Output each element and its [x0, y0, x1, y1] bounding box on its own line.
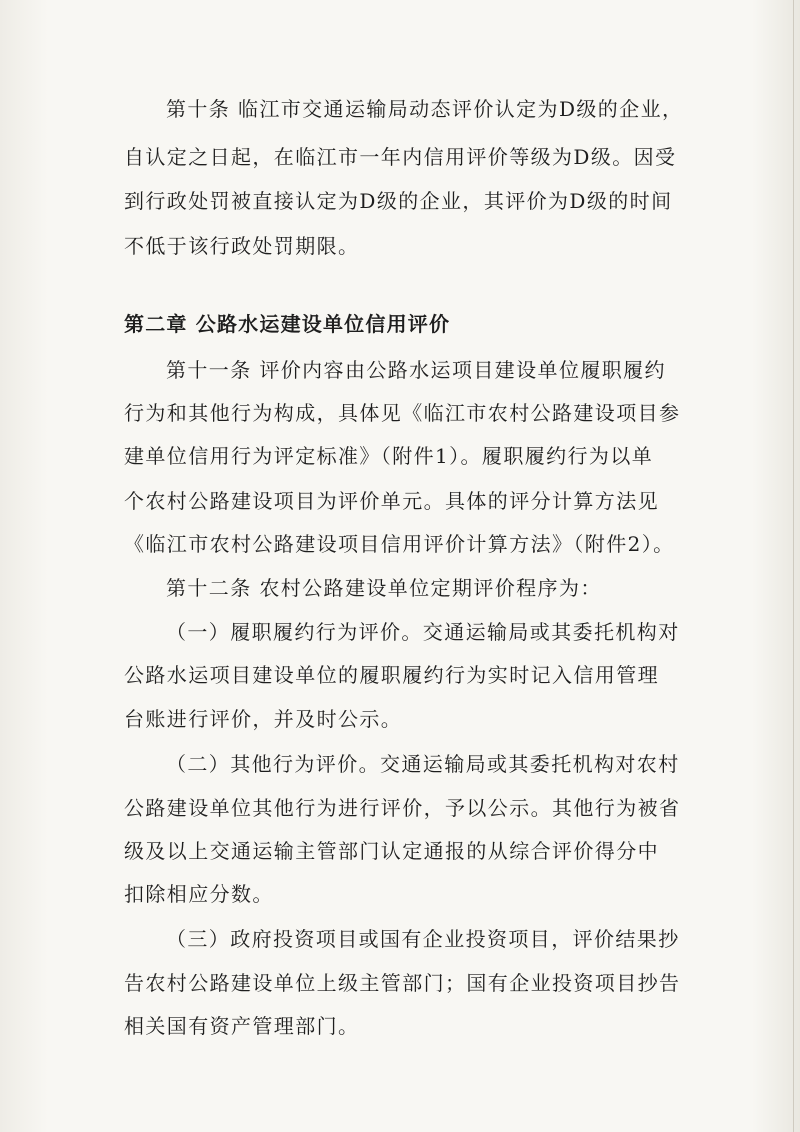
article-10-line-2: 自认定之日起，在临江市一年内信用评价等级为D级。因受 — [124, 145, 677, 169]
article-12-line-1: 第十二条 农村公路建设单位定期评价程序为： — [166, 576, 602, 600]
item-1-line-3: 台账进行评价，并及时公示。 — [124, 707, 403, 731]
article-10-line-3: 到行政处罚被直接认定为D级的企业，其评价为D级的时间 — [124, 189, 673, 213]
item-2-line-4: 扣除相应分数。 — [124, 882, 274, 906]
item-2-line-1: （二）其他行为评价。交通运输局或其委托机构对农村 — [166, 752, 680, 776]
article-11-line-2: 行为和其他行为构成，具体见《临江市农村公路建设项目参 — [124, 401, 681, 425]
article-11-line-4: 个农村公路建设项目为评价单元。具体的评分计算方法见 — [124, 489, 659, 513]
chapter-2-heading: 第二章 公路水运建设单位信用评价 — [124, 312, 451, 336]
article-10-line-4: 不低于该行政处罚期限。 — [124, 234, 360, 258]
article-11-line-3: 建单位信用行为评定标准》（附件1）。履职履约行为以单 — [124, 444, 654, 468]
article-10-line-1: 第十条 临江市交通运输局动态评价认定为D级的企业， — [166, 97, 684, 121]
item-1-line-1: （一）履职履约行为评价。交通运输局或其委托机构对 — [166, 620, 680, 644]
item-2-line-3: 级及以上交通运输主管部门认定通报的从综合评价得分中 — [124, 839, 659, 863]
item-1-line-2: 公路水运项目建设单位的履职履约行为实时记入信用管理 — [124, 663, 659, 687]
item-3-line-3: 相关国有资产管理部门。 — [124, 1014, 360, 1038]
item-2-line-2: 公路建设单位其他行为进行评价，予以公示。其他行为被省 — [124, 796, 681, 820]
article-11-line-1: 第十一条 评价内容由公路水运项目建设单位履职履约 — [166, 358, 666, 382]
item-3-line-1: （三）政府投资项目或国有企业投资项目，评价结果抄 — [166, 927, 680, 951]
item-3-line-2: 告农村公路建设单位上级主管部门；国有企业投资项目抄告 — [124, 971, 681, 995]
page-edge — [793, 0, 794, 1132]
article-11-line-5: 《临江市农村公路建设项目信用评价计算方法》（附件2）。 — [124, 532, 675, 556]
